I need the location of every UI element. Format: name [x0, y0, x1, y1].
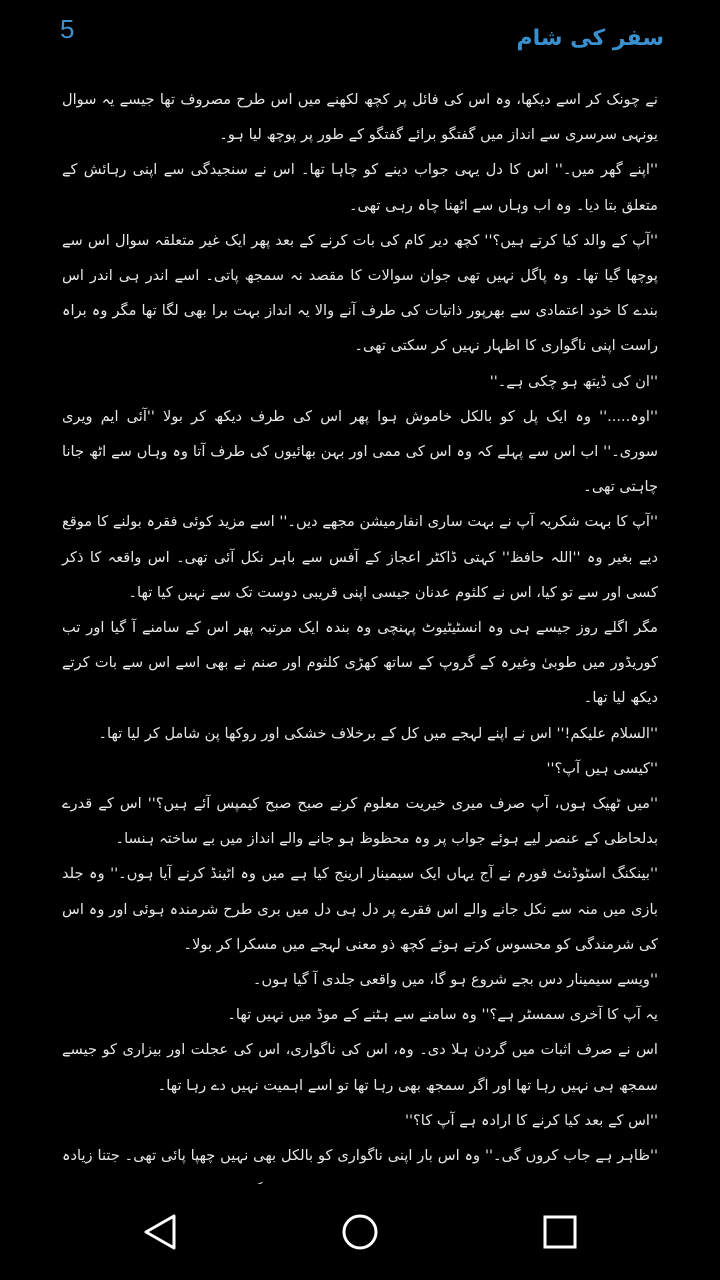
home-button[interactable]	[340, 1212, 380, 1252]
paragraph: ''ان کی ڈیتھ ہو چکی ہے۔''	[489, 372, 658, 390]
back-button[interactable]	[140, 1212, 180, 1252]
paragraph: ''اپنے گھر میں۔'' اس کا دل یہی جواب دینے کو چاہا تھا۔ اس نے سنجیدگی سے اپنی رہائش کے متعلق بتا دیا۔ وہ اب وہاں سے اٹھنا چاہ رہی تھی۔	[62, 161, 658, 214]
paragraph: ''ظاہر ہے جاب کروں گی۔'' وہ اس بار اپنی ناگواری کو بالکل بھی نہیں چھپا پائی تھی۔ جتنا زیادہ	[62, 1147, 658, 1165]
reading-content	[62, 82, 658, 1165]
paragraph: ''آپ کے والد کیا کرتے ہیں؟'' کچھ دیر کام کی بات کرنے کے بعد پھر ایک غیر متعلقہ سوال اس سے پوچھا گیا تھا۔ وہ پاگل نہیں تھی جوان سوالات کا مقصد نہ سمجھ پاتی۔ اسے اندر ہی اندر اس بندے کا خود اعتمادی سے بھرپور ذاتیات کی طرف آنے والا یہ انداز بہت برا بھی لگا تھا مگر وہ براہ راست اپنی ناگواری کا اظہار نہیں کر سکتی تھی۔	[62, 231, 658, 355]
paragraph: یہ آپ کا آخری سمسٹر ہے؟'' وہ سامنے سے ہٹنے کے موڈ میں نہیں تھا۔	[227, 1006, 658, 1024]
paragraph: ''اوہ.....'' وہ ایک پل کو بالکل خاموش ہوا پھر اس کی طرف دیکھ کر بولا ''آئی ایم ویری سوری۔'' اب اس سے پہلے کہ وہ اس کی ممی اور بہن بھائیوں کی طرف آتا وہ وہاں سے اٹھ جانا چاہتی تھی۔	[62, 407, 658, 496]
page-number: 5	[60, 14, 75, 44]
book-title: سفر کی شام	[516, 26, 664, 51]
paragraph: ''اس کے بعد کیا کرنے کا ارادہ ہے آپ کا؟''	[405, 1111, 658, 1129]
paragraph: ''میں ٹھیک ہوں، آپ صرف میری خیریت معلوم کرنے صبح صبح کیمپس آئے ہیں؟'' اس کے قدرے بدلحاظی کے عنصر لیے ہوئے جواب پر وہ محظوظ ہو جانے والے انداز میں بے ساختہ ہنسا۔	[62, 795, 658, 848]
paragraph: ''بینکنگ اسٹوڈنٹ فورم نے آج یہاں ایک سیمینار ارینج کیا ہے میں وہ اٹینڈ کرنے آیا ہوں۔'' وہ جلد بازی میں منہ سے نکل جانے والے اس فقرے پر دل ہی دل میں بری طرح شرمندہ ہوئی اور وہ اس کی شرمندگی کو محسوس کرتے ہوئے کچھ ذو معنی لہجے میں مسکرا کر بولا۔	[62, 865, 658, 953]
recent-apps-button[interactable]	[540, 1212, 580, 1252]
paragraph: اس نے صرف اثبات میں گردن ہلا دی۔ وہ، اس کی ناگواری، اس کی عجلت اور بیزاری کو جیسے سمجھ ہی نہیں رہا تھا اور اگر سمجھ بھی رہا تھا تو اسے اہمیت نہیں دے رہا تھا۔	[62, 1041, 658, 1094]
paragraph: مگر اگلے روز جیسے ہی وہ انسٹیٹیوٹ پہنچی وہ بندہ ایک مرتبہ پھر اس کے سامنے آ گیا اور تب کوریڈور میں طوبیٰ وغیرہ کے گروپ کے ساتھ کھڑی کلثوم اور صنم نے بھی اسے اس سے بات کرتے دیکھ لیا تھا۔	[62, 619, 658, 707]
navigation-bar	[0, 1184, 720, 1280]
paragraph: ''ویسے سیمینار دس بجے شروع ہو گا، میں واقعی جلدی آ گیا ہوں۔	[252, 971, 658, 989]
paragraph: ''آپ کا بہت شکریہ آپ نے بہت ساری انفارمیشن مجھے دیں۔'' اسے مزید کوئی فقرہ بولنے کا موقع دیے بغیر وہ ''اللہ حافظ'' کہتی ڈاکٹر اعجاز کے آفس سے باہر نکل آئی تھی۔ اس واقعہ کا ذکر کسی اور سے تو کیا، اس نے کلثوم عدنان جیسی اپنی قریبی دوست تک سے نہیں کیا تھا۔	[62, 513, 658, 601]
back-triangle-icon	[143, 1213, 177, 1251]
home-circle-icon	[341, 1213, 379, 1251]
paragraph: ''کیسی ہیں آپ؟''	[546, 759, 658, 777]
paragraph: نے چونک کر اسے دیکھا، وہ اس کی فائل پر کچھ لکھنے میں اس طرح مصروف تھا جیسے یہ سوال یونہی سرسری سے انداز میں گفتگو برائے گفتگو کے طور پر پوچھ لیا ہو۔	[62, 91, 658, 144]
paragraph: ''السلام علیکم!'' اس نے اپنے لہجے میں کل کے برخلاف خشکی اور روکھا پن شامل کر لیا تھا۔	[98, 724, 658, 742]
recent-apps-square-icon	[542, 1214, 578, 1250]
